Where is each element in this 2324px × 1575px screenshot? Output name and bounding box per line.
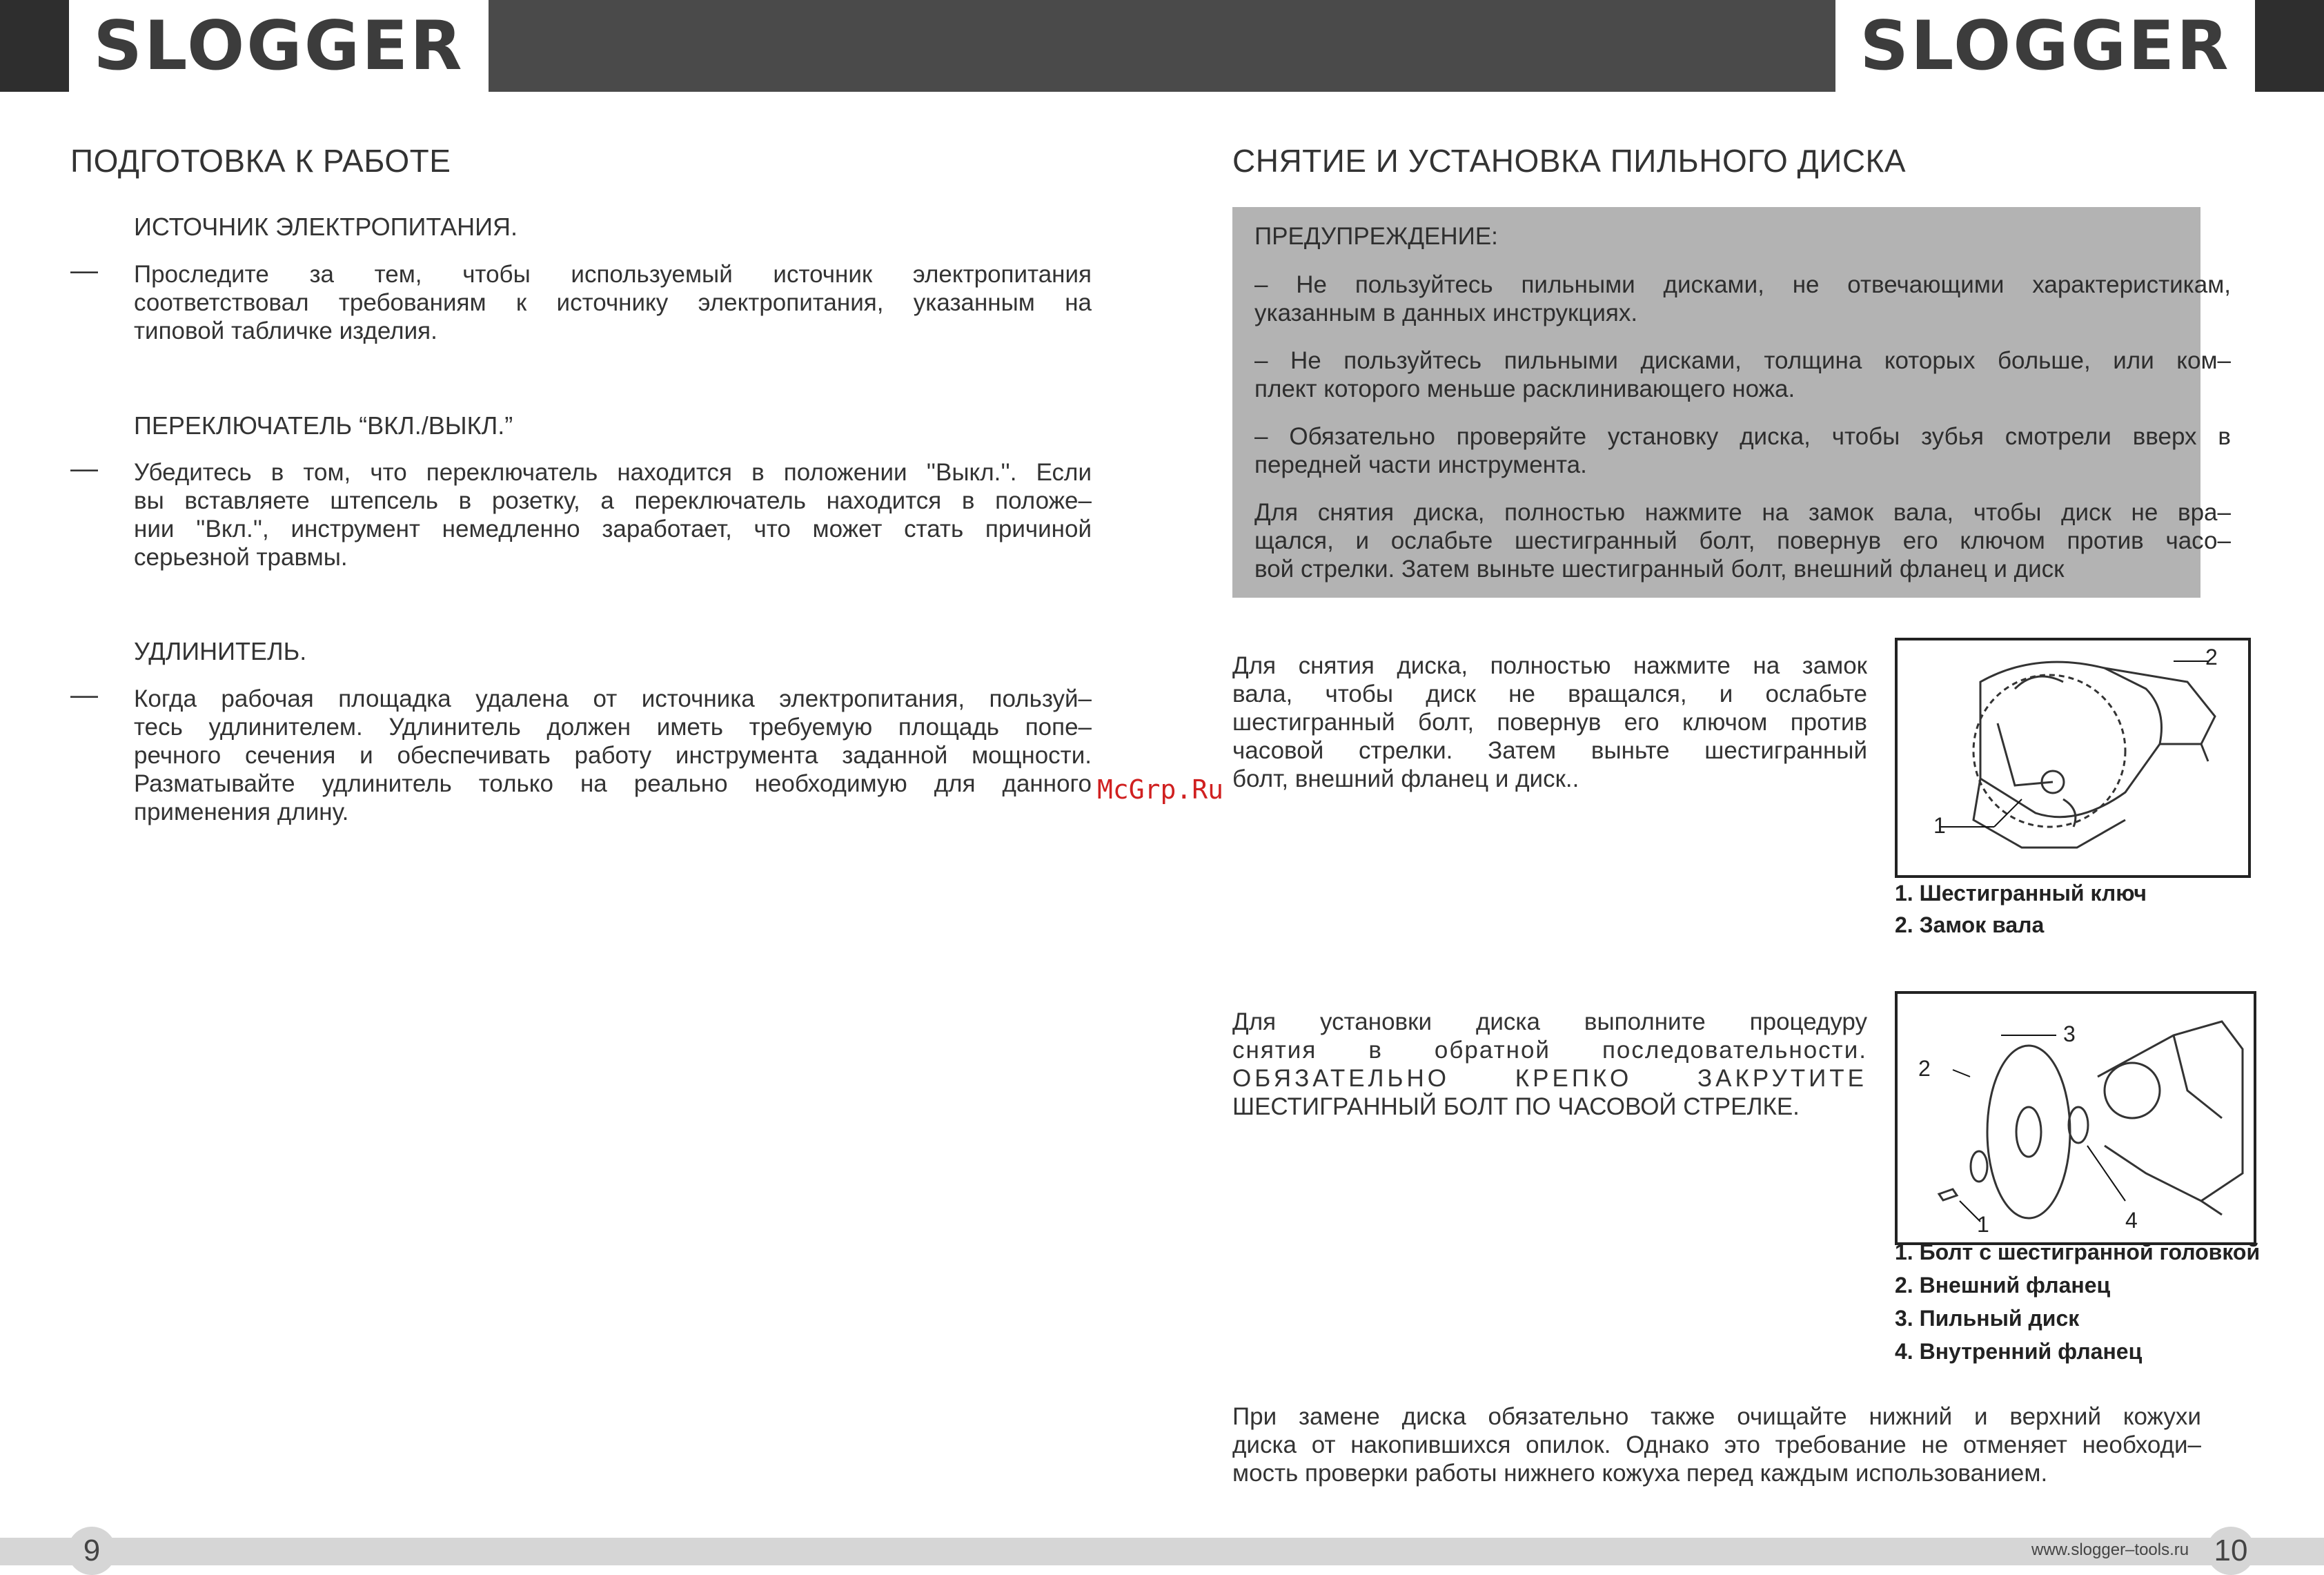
text-line: – Не пользуйтесь пильными дисками, не отвечающими характеристикам, [1254,271,2231,298]
text-line: часовой стрелки. Затем выньте шестигранный [1232,737,1867,764]
text-line: мость проверки работы нижнего кожуха перед каждым использованием. [1232,1460,2048,1487]
footer-url: www.slogger–tools.ru [2031,1540,2189,1559]
section-heading-power: ИСТОЧНИК ЭЛЕКТРОПИТАНИЯ. [134,213,518,241]
fig2-label-1: 1 [1977,1212,1989,1237]
text-line: речного сечения и обеспечивать работу инструмента заданной мощности. [134,742,1092,769]
logo-left-text: SLOGGER [93,6,464,86]
text-line: – Обязательно проверяйте установку диска, чтобы зубья смотрели вверх в [1254,423,2231,450]
warning-heading: ПРЕДУПРЕЖДЕНИЕ: [1254,223,1498,250]
fig1-caption-1: 1. Шестигранный ключ [1895,881,2147,906]
section-body-switch [134,458,1092,571]
fig2-caption-1: 1. Болт с шестигранной головкой [1895,1240,2261,1264]
text-line: ОБЯЗАТЕЛЬНО КРЕПКО ЗАКРУТИТЕ [1232,1065,1867,1092]
text-line: Для установки диска выполните процедуру [1232,1008,1867,1035]
saw-install-illustration [1898,994,2254,1242]
text-line: – Не пользуйтесь пильными дисками, толщина которых больше, или ком– [1254,347,2231,374]
text-line: диска от накопившихся опилок. Однако это требование не отменяет необходи– [1232,1431,2201,1458]
text-line: плект которого меньше расклинивающего ножа. [1254,375,1795,402]
text-line: серьезной травмы. [134,544,348,571]
install-text [1232,1008,1867,1121]
fig2-label-4: 4 [2125,1208,2138,1233]
text-line: вы вставляете штепсель в розетку, а переключатель находится в положе– [134,487,1092,514]
text-line: тесь удлинителем. Удлинитель должен иметь требуемую площадь попе– [134,714,1092,741]
bullet-dash: — [70,680,98,710]
logo-right [1835,0,2255,92]
text-line: передней части инструмента. [1254,451,1587,478]
header-edge-right [2255,0,2324,92]
fig2-caption-4: 4. Внутренний фланец [1895,1339,2143,1364]
fig1-label-2: 2 [2205,645,2218,669]
figure-saw-install [1895,991,2256,1245]
fig1-label-1: 1 [1933,813,1946,838]
text-line: Убедитесь в том, что переключатель находится в положении ''Выкл.''. Если [134,459,1092,486]
text-line: вала, чтобы диск не вращался, и ослабьте [1232,681,1867,707]
text-line: нии ''Вкл.'', инструмент немедленно заработает, что может стать причиной [134,516,1092,542]
left-page-title: ПОДГОТОВКА К РАБОТЕ [70,143,451,179]
final-text [1232,1402,2201,1487]
logo-left [69,0,489,92]
bullet-dash: — [70,453,98,484]
text-line: Разматывайте удлинитель только на реально необходимую для данного [134,770,1092,797]
text-line: При замене диска обязательно также очищайте нижний и верхний кожухи [1232,1403,2201,1430]
text-line: снятия в обратной последовательности. [1232,1037,1867,1064]
text-line: щался, и ослабьте шестигранный болт, повернув его ключом против часо– [1254,527,2231,554]
text-line: Когда рабочая площадка удалена от источника электропитания, пользуй– [134,685,1092,712]
text-line: соответствовал требованиям к источнику электропитания, указанным на [134,289,1092,316]
warning-item [1254,498,2231,583]
figure-saw-removal [1895,638,2251,878]
section-body-extension [134,685,1092,826]
section-heading-switch: ПЕРЕКЛЮЧАТЕЛЬ “ВКЛ./ВЫКЛ.” [134,411,513,440]
fig2-label-3: 3 [2063,1021,2076,1046]
warning-item [1254,422,2231,479]
text-line: Для снятия диска, полностью нажмите на замок вала, чтобы диск не вра– [1254,499,2231,526]
section-body-power [134,260,1092,345]
fig2-caption-2: 2. Внешний фланец [1895,1273,2111,1298]
text-line: ШЕСТИГРАННЫЙ БОЛТ ПО ЧАСОВОЙ СТРЕЛКЕ. [1232,1093,1800,1120]
warning-item [1254,271,2231,327]
removal-text [1232,652,1867,793]
footer-bar [0,1538,2324,1565]
section-heading-extension: УДЛИНИТЕЛЬ. [134,637,307,665]
header-edge-left [0,0,69,92]
right-page-title: СНЯТИЕ И УСТАНОВКА ПИЛЬНОГО ДИСКА [1232,143,1907,179]
text-line: Проследите за тем, чтобы используемый источник электропитания [134,261,1092,288]
fig2-caption-3: 3. Пильный диск [1895,1306,2080,1331]
text-line: болт, внешний фланец и диск.. [1232,765,1579,792]
fig2-label-2: 2 [1918,1056,1931,1081]
watermark: McGrp.Ru [1097,774,1224,805]
text-line: шестигранный болт, повернув его ключом против [1232,709,1867,736]
logo-right-text: SLOGGER [1860,6,2231,86]
text-line: вой стрелки. Затем выньте шестигранный болт, внешний фланец и диск [1254,556,2065,583]
warning-item [1254,346,2231,403]
page-number-right: 10 [2207,1527,2255,1575]
bullet-dash: — [70,255,98,286]
text-line: Для снятия диска, полностью нажмите на замок [1232,652,1867,679]
page-number-left: 9 [68,1527,116,1575]
fig1-caption-2: 2. Замок вала [1895,912,2045,937]
text-line: применения длину. [134,799,349,825]
text-line: типовой табличке изделия. [134,317,437,344]
text-line: указанным в данных инструкциях. [1254,300,1638,326]
saw-removal-illustration [1898,640,2248,875]
